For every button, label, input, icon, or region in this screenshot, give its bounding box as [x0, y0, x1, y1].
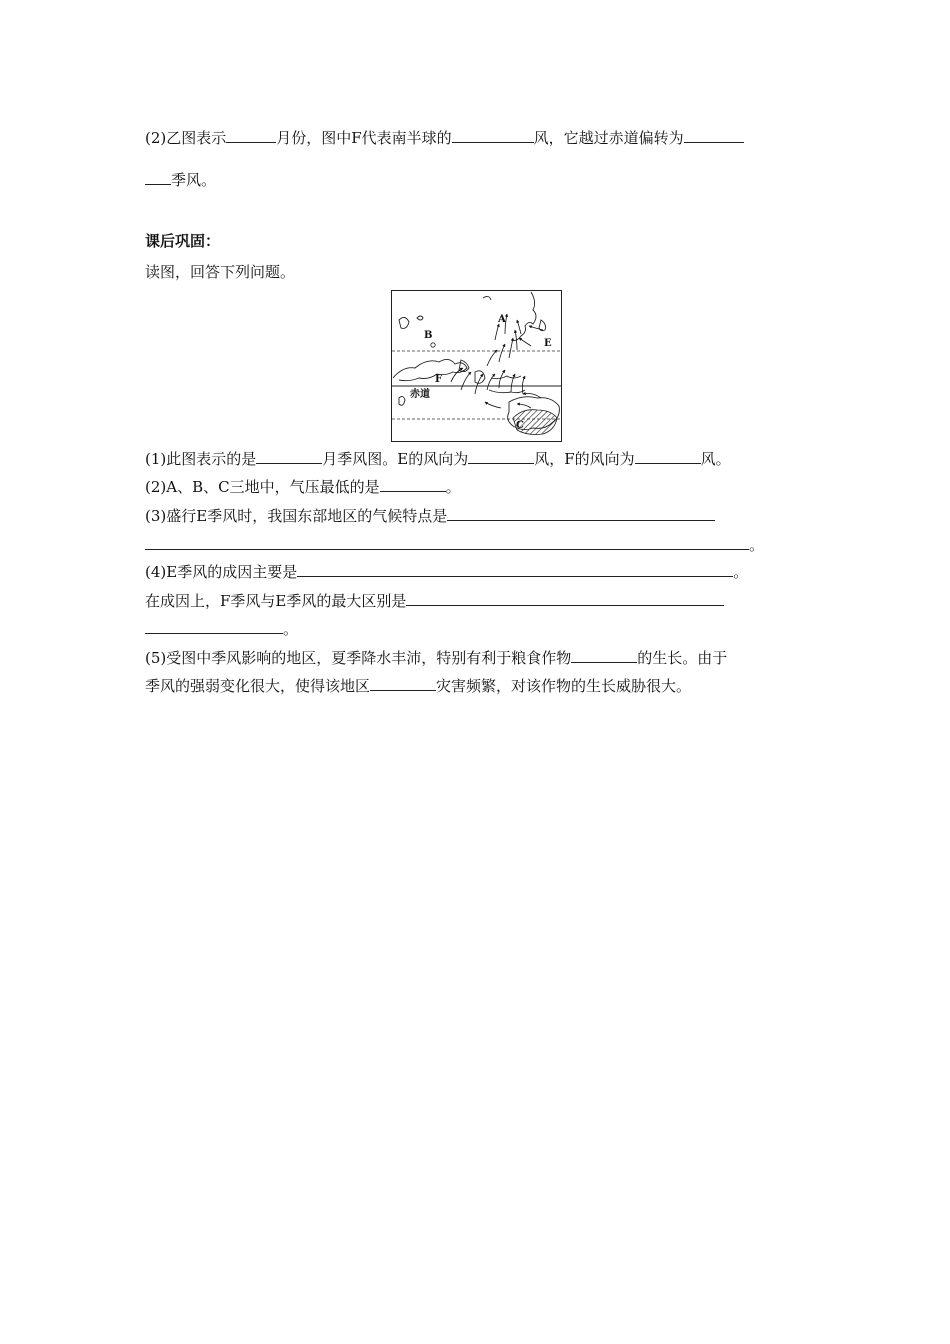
label-equator: 赤道	[410, 389, 430, 400]
question-1: (1)此图表示的是 月季风图。E的风向为 风，F的风向为 风。	[145, 450, 731, 468]
blank-q3-climate-a[interactable]	[447, 506, 715, 521]
question-3-line2: 。	[145, 535, 764, 555]
b-marker	[431, 343, 435, 347]
question-5-line1: (5)受图中季风影响的地区，夏季降水丰沛，特别有利于粮食作物 的生长。由于	[145, 649, 728, 667]
label-a: A	[498, 314, 506, 325]
blank-q5-disaster[interactable]	[370, 676, 436, 691]
question-5-line2: 季风的强弱变化很大，使得该地区 灾害频繁，对该作物的生长威胁很大。	[145, 677, 692, 695]
label-e: E	[544, 338, 552, 349]
label-c: C	[516, 420, 524, 431]
question-prev-2-line1: (2)乙图表示 月份，图中F代表南半球的 风，它越过赤道偏转为	[145, 128, 744, 148]
monsoon-map	[391, 290, 562, 442]
question-4-line3: 。	[145, 619, 298, 639]
question-4-line1: (4)E季风的成因主要是 。	[145, 563, 749, 581]
label-b: B	[424, 330, 433, 341]
blank-q1-month[interactable]	[256, 449, 322, 464]
blank-q1-f-direction[interactable]	[635, 449, 701, 464]
blank-monsoon-b[interactable]	[145, 170, 171, 185]
blank-q3-climate-b[interactable]	[145, 535, 749, 550]
blank-month[interactable]	[226, 128, 276, 143]
question-2: (2)A、B、C三地中，气压最低的是 。	[145, 478, 461, 496]
section-title: 课后巩固：	[145, 232, 221, 250]
question-prev-2-line2: 季风。	[145, 170, 216, 190]
question-3-line1: (3)盛行E季风时，我国东部地区的气候特点是	[145, 506, 715, 526]
question-4-line2: 在成因上，F季风与E季风的最大区别是	[145, 591, 724, 611]
blank-q2-lowest-pressure[interactable]	[380, 477, 446, 492]
instruction: 读图，回答下列问题。	[145, 263, 296, 281]
blank-monsoon-a[interactable]	[684, 128, 744, 143]
blank-q4-cause[interactable]	[297, 562, 733, 577]
blank-q5-crop[interactable]	[571, 648, 637, 663]
blank-q1-e-direction[interactable]	[468, 449, 534, 464]
label-f: F	[435, 374, 443, 385]
blank-q4-difference-b[interactable]	[145, 619, 283, 634]
blank-wind-type[interactable]	[452, 128, 534, 143]
blank-q4-difference-a[interactable]	[406, 591, 724, 606]
